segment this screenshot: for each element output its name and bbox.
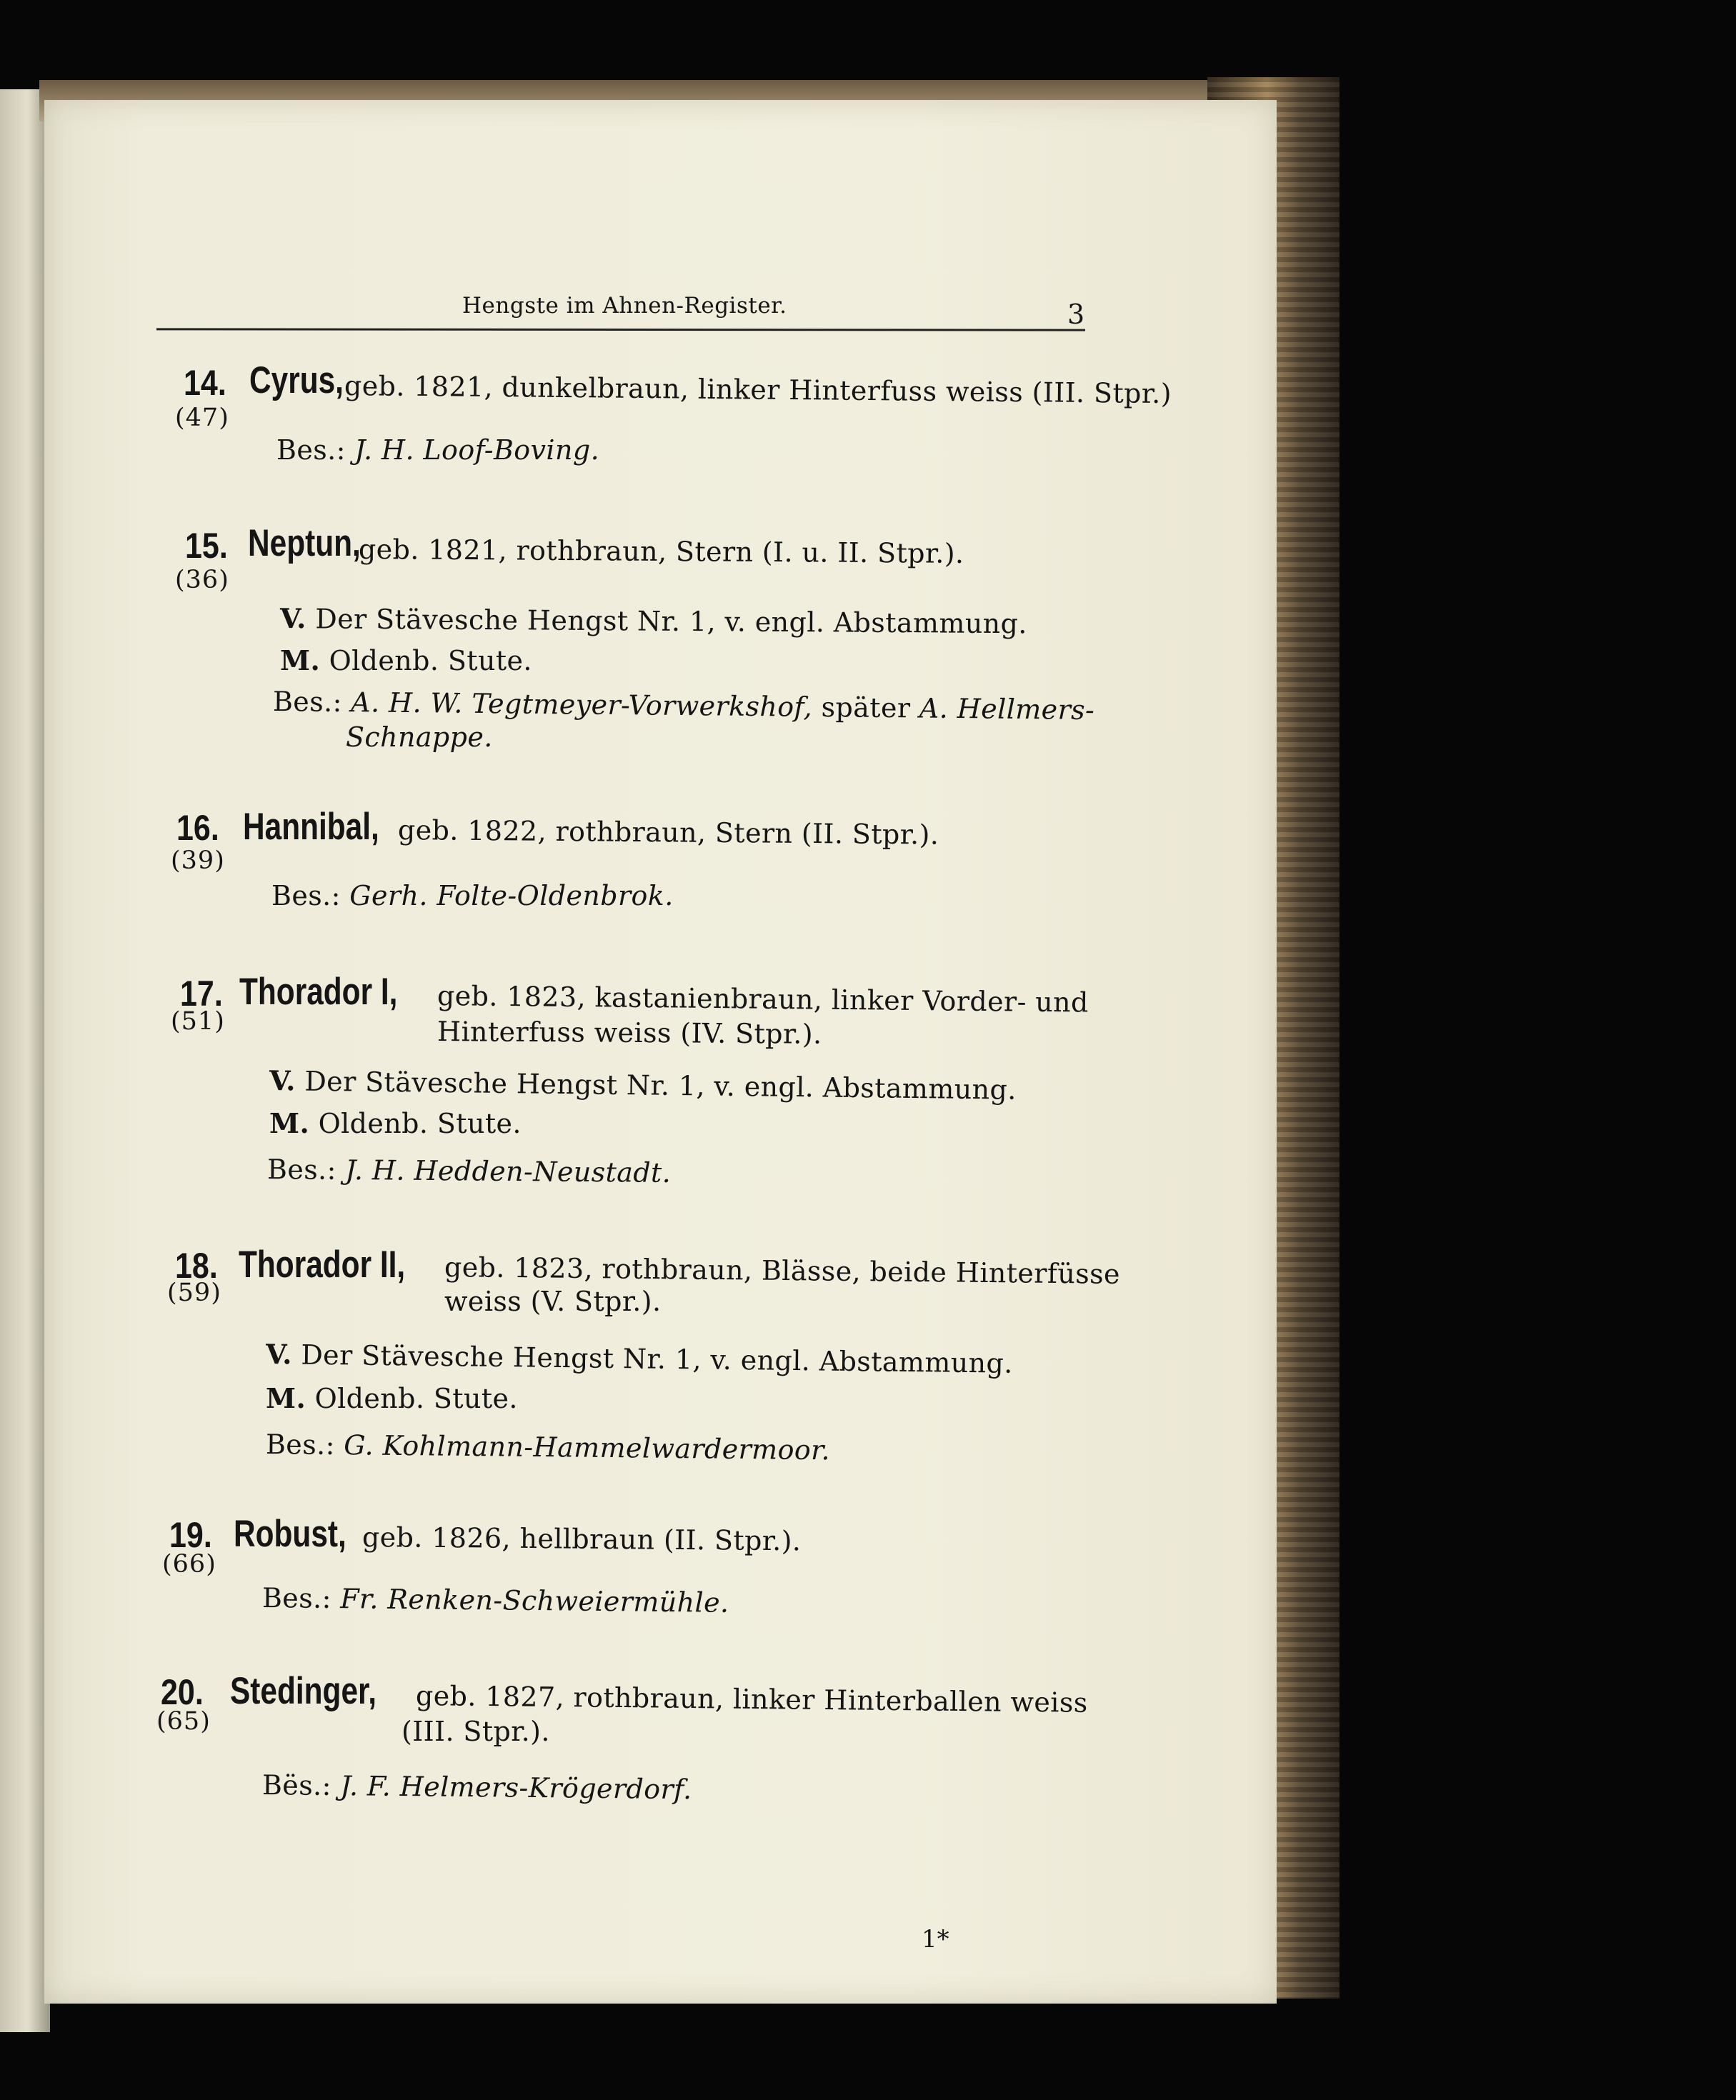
dam-line xyxy=(269,1107,522,1139)
entry-ref: (39) xyxy=(171,846,225,875)
owner-label: Bes.: xyxy=(265,1429,336,1461)
owner-value: G. Kohlmann-Hammelwardermoor. xyxy=(344,1429,831,1466)
dam-label: M. xyxy=(280,644,321,676)
entry-name: Thorador I, xyxy=(239,971,398,1013)
page-number: 3 xyxy=(1067,299,1085,330)
owner-label: Bës.: xyxy=(261,1769,332,1802)
owner-line xyxy=(271,880,674,911)
entry-name: Hannibal, xyxy=(243,806,379,848)
sire-line xyxy=(266,1338,1013,1379)
sire-line xyxy=(269,1064,1017,1106)
entry-description: geb. 1821, rothbraun, Stern (I. u. II. Stpr.). xyxy=(358,534,964,569)
entry-description: geb. 1827, rothbraun, linker Hinterballen weiss xyxy=(415,1680,1088,1719)
entry-ref: (47) xyxy=(175,404,229,432)
sire-line xyxy=(280,602,1027,639)
entry-description-2: (III. Stpr.). xyxy=(401,1716,550,1747)
entry-name: Cyrus, xyxy=(249,359,344,401)
owner-value: Fr. Renken-Schweiermühle. xyxy=(340,1583,729,1619)
sire-text: Der Stävesche Hengst Nr. 1, v. engl. Abstammung. xyxy=(301,1339,1014,1379)
owner-value-3: Schnappe. xyxy=(346,721,493,753)
entry-ref: (36) xyxy=(175,566,229,594)
owner-value: A. H. W. Tegtmeyer-Vorwerkshof, xyxy=(351,686,813,723)
owner-line xyxy=(262,1582,729,1619)
dam-line xyxy=(266,1382,518,1414)
entry-description: geb. 1821, dunkelbraun, linker Hinterfuss weiss (III. Stpr.) xyxy=(344,370,1172,410)
owner-line xyxy=(262,1769,692,1805)
owner-value: Gerh. Folte-Oldenbrok. xyxy=(349,880,674,911)
entry-description: geb. 1823, rothbraun, Blässe, beide Hinterfüsse xyxy=(444,1251,1121,1290)
dam-text: Oldenb. Stute. xyxy=(329,645,532,676)
entry-description: geb. 1822, rothbraun, Stern (II. Stpr.). xyxy=(397,814,939,851)
owner-value-2: A. Hellmers- xyxy=(919,692,1095,726)
entry-ref: (51) xyxy=(171,1007,225,1036)
entry-name: Thorador II, xyxy=(239,1244,406,1286)
header-rule xyxy=(156,328,1085,331)
entry-description: geb. 1826, hellbraun (II. Stpr.). xyxy=(361,1521,802,1557)
entry-number: 15. xyxy=(185,526,228,566)
entry-number: 16. xyxy=(176,808,219,848)
sire-label: V. xyxy=(279,602,307,635)
dam-line xyxy=(280,644,532,676)
owner-value: J. F. Helmers-Krögerdorf. xyxy=(340,1770,692,1806)
owner-line xyxy=(273,686,1095,726)
book-page xyxy=(44,100,1277,2004)
entry-description-2: Hinterfuss weiss (IV. Stpr.). xyxy=(437,1016,822,1050)
owner-line xyxy=(266,1429,830,1466)
entry-number: 18. xyxy=(175,1246,218,1286)
owner-label: Bes.: xyxy=(271,880,341,911)
entry-ref: (66) xyxy=(162,1550,216,1579)
entry-number: 19. xyxy=(169,1515,212,1555)
entry-number: 17. xyxy=(180,974,223,1014)
owner-later: später xyxy=(821,691,911,724)
owner-label: Bes.: xyxy=(261,1582,332,1615)
entry-number: 20. xyxy=(161,1672,204,1712)
entry-ref: (65) xyxy=(156,1707,211,1736)
running-title: Hengste im Ahnen-Register. xyxy=(462,293,787,319)
owner-label: Bes.: xyxy=(266,1154,336,1186)
entry-name: Neptun, xyxy=(248,522,361,564)
entry-number: 14. xyxy=(184,363,226,403)
owner-value: J. H. Loof-Boving. xyxy=(354,434,600,466)
entry-description-2: weiss (V. Stpr.). xyxy=(444,1286,662,1317)
entry-name: Stedinger, xyxy=(230,1670,376,1712)
owner-line xyxy=(276,434,599,466)
signature-mark: 1* xyxy=(922,1925,949,1954)
facing-page-edge xyxy=(0,89,50,2032)
owner-line xyxy=(267,1154,672,1189)
entry-description: geb. 1823, kastanienbraun, linker Vorder- und xyxy=(437,980,1089,1019)
owner-label: Bes.: xyxy=(272,686,343,719)
dam-text: Oldenb. Stute. xyxy=(318,1108,522,1139)
dam-text: Oldenb. Stute. xyxy=(314,1383,518,1414)
sire-label: V. xyxy=(269,1064,296,1097)
sire-label: V. xyxy=(265,1338,293,1371)
owner-value: J. H. Hedden-Neustadt. xyxy=(345,1154,672,1189)
dam-label: M. xyxy=(269,1107,310,1139)
dam-label: M. xyxy=(266,1382,306,1414)
owner-label: Bes.: xyxy=(276,434,346,466)
sire-text: Der Stävesche Hengst Nr. 1, v. engl. Abstammung. xyxy=(304,1065,1017,1106)
sire-text: Der Stävesche Hengst Nr. 1, v. engl. Abstammung. xyxy=(315,603,1027,640)
entry-ref: (59) xyxy=(167,1279,221,1307)
entry-name: Robust, xyxy=(234,1513,346,1555)
